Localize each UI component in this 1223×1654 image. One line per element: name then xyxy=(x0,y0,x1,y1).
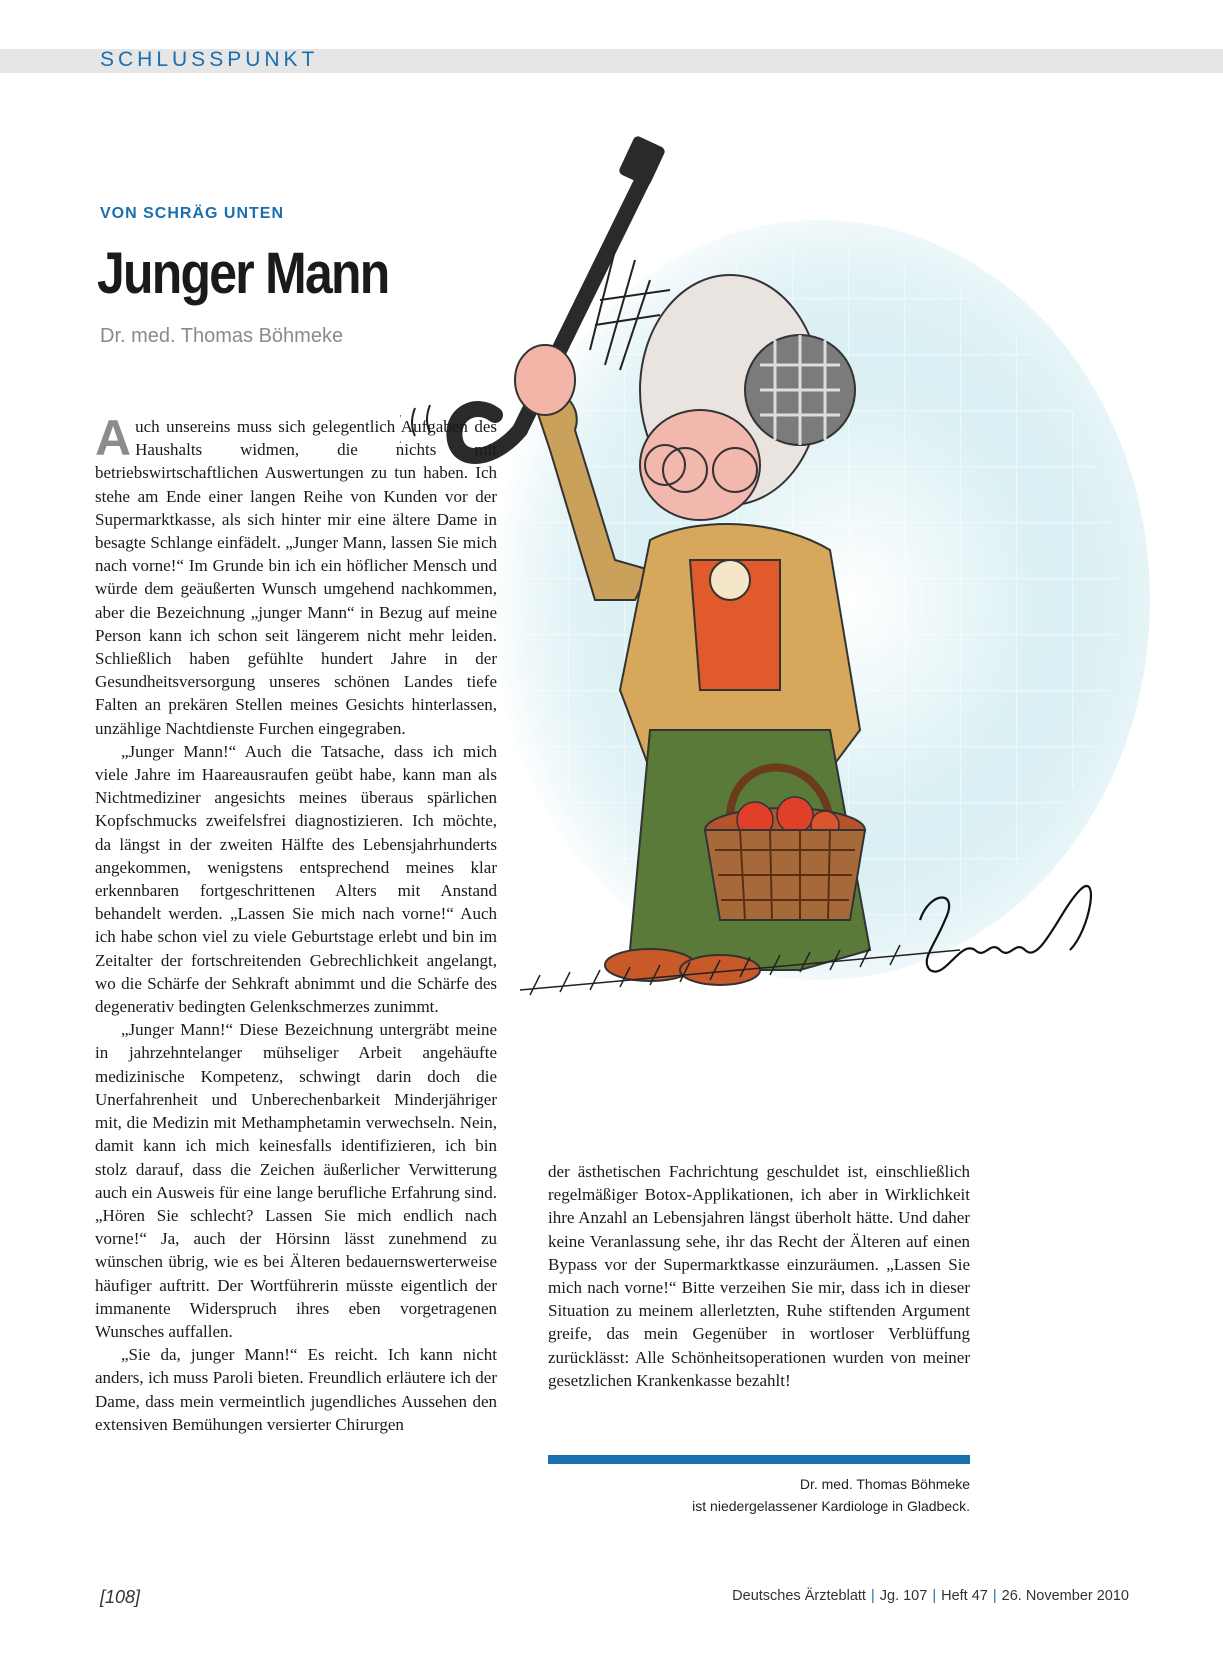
footer-journal: Deutsches Ärzteblatt xyxy=(732,1588,866,1604)
page-number: [108] xyxy=(100,1587,141,1607)
article-title: Junger Mann xyxy=(97,241,389,306)
paragraph-4-continued: der ästhetischen Fachrichtung geschuldet ist, einschließlich regelmäßiger Botox-Applikationen, ich aber in Wirklichkeit ihre Anzahl an Lebensjahren längst überholt hätte. Und daher keine Veranlassung sehe, ihr das Recht der Älteren auf einen Bypass vor der Supermarktkasse einzuräumen. „Lassen Sie mich nach vorne!“ Bitte verzeihen Sie mir, dass ich in dieser Situation zu meinem allerletzten, Ruhe stiftenden Argument greife, das mein Gegenüber in wortloser Verblüffung zurücklässt: Alle Schönheitsoperationen wurden von meiner gesetzlichen Krankenkasse bezahlt! xyxy=(548,1162,970,1390)
footer-citation: Deutsches Ärzteblatt | Jg. 107 | Heft 47 | 26. November 2010 xyxy=(732,1588,1129,1604)
paragraph-2: „Junger Mann!“ Auch die Tatsache, dass ich mich viele Jahre im Haareausraufen geübt habe, kann man als Nichtmediziner angesichts meines überaus spärlichen Kopfschmucks zweifelsfrei diagnostizieren. Ich möchte, da längst in der zweiten Hälfte des Lebensjahrhunderts angekommen, wenigstens entsprechend meines klar erkennbaren fortgeschrittenen Alters mit Anstand behandelt werden. „Lassen Sie mich nach vorne!“ Auch ich habe schon viel zu viele Geburtstage erlebt und bin im Zeitalter der fortschreitenden Gebrechlichkeit angelangt, wo die Schärfe der Sehkraft abnimmt und die Schärfe des degenerativ bedingten Gelenkschmerzes zunimmt. xyxy=(95,741,497,1017)
footer-volume: Jg. 107 xyxy=(879,1588,928,1604)
footer-issue: Heft 47 xyxy=(941,1588,988,1604)
section-label: SCHLUSSPUNKT xyxy=(100,48,319,71)
cartoon-illustration xyxy=(400,130,1180,1070)
footer-date: 26. November 2010 xyxy=(1001,1588,1129,1604)
drop-cap: A xyxy=(95,410,132,466)
bio-rule xyxy=(548,1455,970,1464)
author-bio xyxy=(548,1473,970,1517)
bio-name: Dr. med. Thomas Böhmeke xyxy=(799,1476,970,1492)
text-column-left xyxy=(95,410,497,1436)
paragraph-1: Auch unsereins muss sich gelegentlich Aufgaben des Haushalts widmen, die nichts mit betriebswirtschaftlichen Auswertungen zu tun haben. Ich stehe am Ende einer langen Reihe von Kunden vor der Supermarktkasse, als sich hinter mir eine ältere Dame in besagte Schlange einfädelt. „Junger Mann, lassen Sie mich nach vorne!“ Im Grunde bin ich ein höflicher Mensch und würde dem geäußerten Wunsch umgehend nachkommen, aber die Bezeichnung „junger Mann“ in Bezug auf meine Person kann ich schon seit längerem nicht mehr leiden. Schließlich haben gefühlte hundert Jahre in der Gesundheitsversorgung unseres schönen Landes tiefe Falten an prekären Stellen meines Gesichts hinterlassen, unzählige Nachtdienste Furchen eingegraben. xyxy=(95,410,497,738)
bio-text: ist niedergelassener Kardiologe in Gladbeck. xyxy=(692,1498,970,1514)
text-column-right xyxy=(548,1160,970,1392)
article-kicker: VON SCHRÄG UNTEN xyxy=(100,205,285,222)
article-author: Dr. med. Thomas Böhmeke xyxy=(100,325,344,347)
paragraph-3: „Junger Mann!“ Diese Bezeichnung untergräbt meine in jahrzehntelanger mühseliger Arbeit angehäufte medizinische Kompetenz, schwingt darin doch die Unerfahrenheit und Unberechenbarkeit Minderjähriger mit, die Medizin mit Methamphetamin verwechseln. Nein, damit kann ich mich keinesfalls identifizieren, ich bin stolz darauf, dass die Zeichen äußerlicher Verwitterung auch ein Ausweis für eine lange berufliche Erfahrung sind. „Hören Sie schlecht? Lassen Sie mich endlich nach vorne!“ Ja, auch der Hörsinn lässt zunehmend zu wünschen übrig, wie es bei Älteren bedauernswerterweise häufiger auftritt. Der Wortführerin müsste eigentlich der immanente Widerspruch ihres eben vorgetragenen Wunsches auffallen. xyxy=(95,1020,497,1341)
paragraph-4: „Sie da, junger Mann!“ Es reicht. Ich kann nicht anders, ich muss Paroli bieten. Freundlich erläutere ich der Dame, dass mein vermeintlich jugendliches Aussehen den extensiven Bemühungen versierter Chirurgen xyxy=(95,1345,497,1434)
